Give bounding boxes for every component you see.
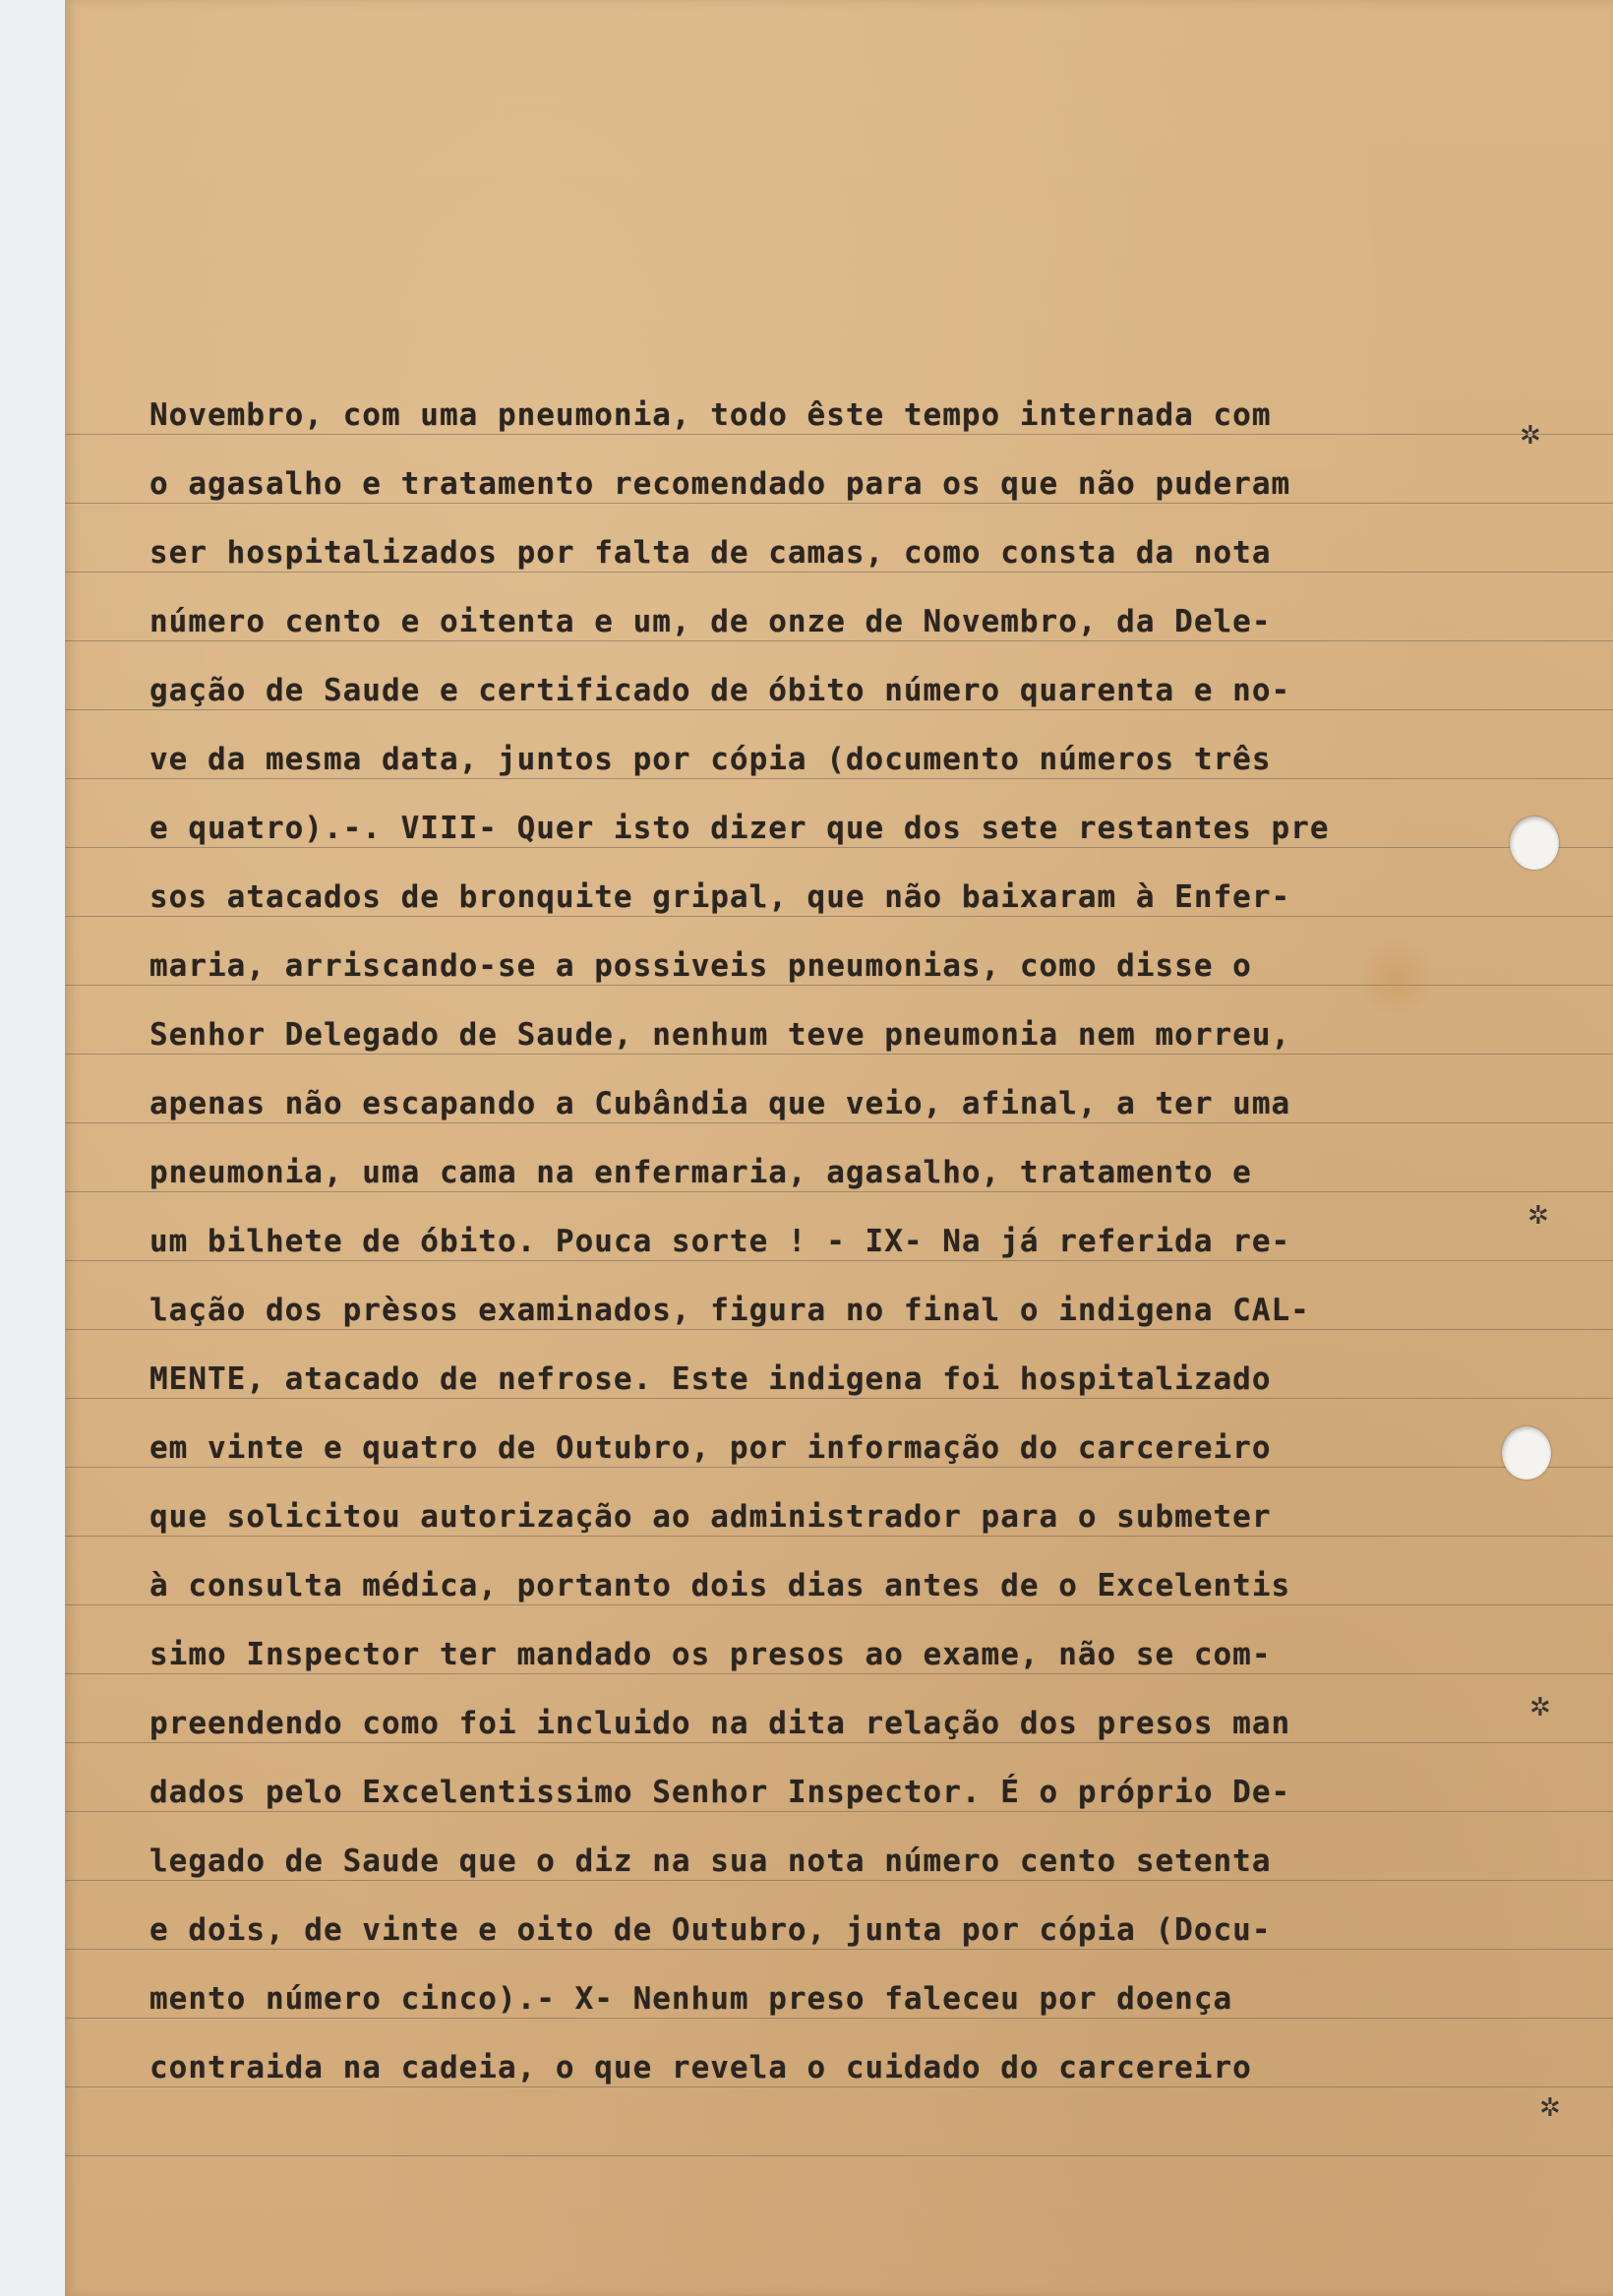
text-line: ve da mesma data, juntos por cópia (documento números três	[149, 742, 1272, 777]
punch-hole	[1502, 1426, 1551, 1480]
text-line: MENTE, atacado de nefrose. Este indigena foi hospitalizado	[149, 1361, 1272, 1397]
text-line: lação dos prèsos examinados, figura no final o indigena CAL-	[149, 1293, 1310, 1328]
paper-stain	[1357, 939, 1436, 1018]
text-line: em vinte e quatro de Outubro, por informação do carcereiro	[149, 1430, 1272, 1466]
text-line: apenas não escapando a Cubândia que veio, afinal, a ter uma	[149, 1086, 1291, 1121]
text-line: e dois, de vinte e oito de Outubro, junta por cópia (Docu-	[149, 1912, 1272, 1948]
text-line: contraida na cadeia, o que revela o cuidado do carcereiro	[149, 2050, 1252, 2085]
text-line: à consulta médica, portanto dois dias antes de o Excelentis	[149, 1568, 1291, 1603]
text-line: mento número cinco).- X- Nenhum preso faleceu por doença	[149, 1981, 1233, 2017]
text-line: sos atacados de bronquite gripal, que não baixaram à Enfer-	[149, 879, 1291, 915]
text-line: um bilhete de óbito. Pouca sorte ! - IX- Na já referida re-	[149, 1224, 1291, 1259]
edge-mark-icon: ✲	[1520, 421, 1541, 451]
edge-mark-icon: ✲	[1527, 1201, 1549, 1231]
typewritten-body	[149, 393, 1359, 2115]
text-line: simo Inspector ter mandado os presos ao exame, não se com-	[149, 1637, 1272, 1672]
text-line: e quatro).-. VIII- Quer isto dizer que dos sete restantes pre	[149, 811, 1330, 846]
text-line: gação de Saude e certificado de óbito número quarenta e no-	[149, 673, 1291, 708]
text-line: que solicitou autorização ao administrador para o submeter	[149, 1499, 1272, 1535]
edge-mark-icon: ✲	[1539, 2093, 1561, 2123]
text-line: preendendo como foi incluido na dita relação dos presos man	[149, 1706, 1291, 1741]
text-line: legado de Saude que o diz na sua nota número cento setenta	[149, 1843, 1272, 1879]
text-line: ser hospitalizados por falta de camas, como consta da nota	[149, 535, 1272, 571]
text-line: pneumonia, uma cama na enfermaria, agasalho, tratamento e	[149, 1155, 1252, 1190]
edge-mark-icon: ✲	[1529, 1693, 1551, 1722]
text-line: número cento e oitenta e um, de onze de Novembro, da Dele-	[149, 604, 1272, 639]
punch-hole	[1510, 816, 1559, 870]
text-line: Novembro, com uma pneumonia, todo êste tempo internada com	[149, 397, 1272, 433]
ruled-line	[65, 2155, 1613, 2156]
text-line: Senhor Delegado de Saude, nenhum teve pneumonia nem morreu,	[149, 1017, 1291, 1053]
text-line: maria, arriscando-se a possiveis pneumonias, como disse o	[149, 948, 1252, 984]
text-line: dados pelo Excelentissimo Senhor Inspector. É o próprio De-	[149, 1775, 1291, 1810]
text-line: o agasalho e tratamento recomendado para os que não puderam	[149, 466, 1291, 502]
